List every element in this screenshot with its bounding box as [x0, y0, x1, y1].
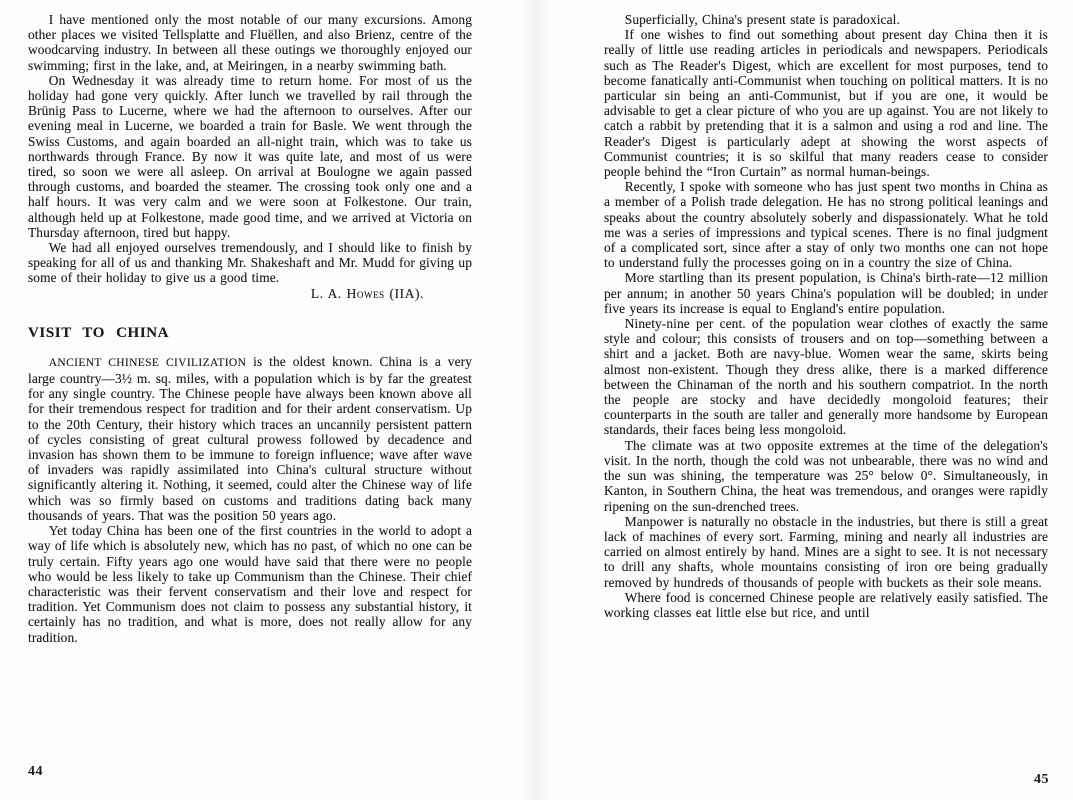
- left-page: [0, 0, 536, 800]
- left-text-block: [28, 12, 472, 645]
- paragraph: Ninety-nine per cent. of the population wear clothes of exactly the same style and colour; this consists of trousers and on top—something between a shirt and a jacket. Both are navy-blue. Women wear the same, skirts being almost non-existent. Though they dress alike, there is a marked difference between the Chinaman of the north and his southern compatriot. In the north the people are stocky and have decidedly mongoloid features; their counterparts in the south are taller and generally more handsome by European standards, their faces being less mongoloid.: [604, 316, 1048, 438]
- paragraph: Superficially, China's present state is paradoxical.: [624, 12, 900, 27]
- right-page: [537, 0, 1073, 800]
- section-heading: VISIT TO CHINA: [28, 324, 170, 341]
- paragraph: Yet today China has been one of the first countries in the world to adopt a way of life which is absolutely new, which has no past, of which no one can be truly certain. Fifty years ago one would have said that there were no people who would be less likely to take up Communism than the Chinese. Their chief characteristic was their fervent conservatism and their love and respect for tradition. Yet Communism does not claim to possess any substantial history, it certainly has no tradition, and what is more, does not really allow for any tradition.: [28, 523, 472, 645]
- china-intro-paragraph: [28, 354, 472, 523]
- paragraph: We had all enjoyed ourselves tremendously, and I should like to finish by speaking for all of us and thanking Mr. Shakeshaft and Mr. Mudd for giving up some of their holiday to give us a good time.: [28, 240, 472, 286]
- paragraph: I have mentioned only the most notable of our many excursions. Among other places we visited Tellsplatte and Fluëllen, and also Brienz, centre of the woodcarving industry. In between all these outings we thoroughly enjoyed our swimming; first in the lake, and, at Meiringen, in a nearby swimming bath.: [28, 12, 472, 73]
- smallcaps-lead: ANCIENT CHINESE CIVILIZATION: [48, 356, 247, 369]
- page-number-right: 45: [1034, 772, 1049, 787]
- signature: L. A. Howes (IIA).: [310, 285, 424, 301]
- paragraph: If one wishes to find out something about present day China then it is really of little use reading articles in periodicals and newspapers. Periodicals such as The Reader's Digest, which are excellent for most purposes, tend to become fanatically anti-Communist when touching on political matters. It is no particular sin being an anti-Communist, but if you are one, it would be advisable to get a clear picture of who you are up against. You are not likely to catch a rabbit by pretending that it is a salmon and using a rod and line. The Reader's Digest is particularly adept at showing the worst aspects of Communist countries; it is so skilful that many readers cease to consider people behind the “Iron Curtain” as normal human-beings.: [604, 27, 1048, 180]
- left-bottom-paragraphs: [28, 523, 472, 645]
- paragraph: The climate was at two opposite extremes at the time of the delegation's visit. In the north, though the cold was not unbearable, there was no wind and the sun was shining, the temperature was 25° below 0°. Simultaneously, in Kanton, in Southern China, the heat was tremendous, and oranges were rapidly ripening on the sun-drenched trees.: [604, 437, 1048, 514]
- right-text-block: [604, 12, 1048, 620]
- paragraph: More startling than its present population, is China's birth-rate—12 million per annum; in another 50 years China's population will be doubled; in under five years its increase is equal to England's entire population.: [604, 270, 1048, 316]
- page-number-left: 44: [28, 764, 43, 779]
- paragraph: On Wednesday it was already time to return home. For most of us the holiday had gone very quickly. After lunch we travelled by rail through the Brünig Pass to Lucerne, where we had the afternoon to ourselves. After our evening meal in Lucerne, we boarded a train for Basle. We went through the Swiss Customs, and again boarded an all-night train, which was to take us northwards through France. By now it was quite late, and most of us were tired, so soon we were all asleep. On arrival at Boulogne we again passed through customs, and boarded the steamer. The crossing took only one and a half hours. It was very calm and we were soon at Folkestone. Our train, although held up at Folkestone, made good time, and we arrived at Victoria on Thursday afternoon, tired but happy.: [28, 72, 472, 240]
- paragraph: Where food is concerned Chinese people are relatively easily satisfied. The working classes eat little else but rice, and until: [604, 589, 1048, 620]
- paragraph: Recently, I spoke with someone who has just spent two months in China as a member of a Polish trade delegation. He has no strong political leanings and speaks about the country absolutely soberly and dispassionately. What he told me was a series of impressions and typical scenes. There is no final judgment of a complicated sort, since after a stay of only two months one can not hope to understand fully the processes going on in a country the size of China.: [604, 179, 1048, 271]
- left-top-paragraphs: [28, 12, 472, 286]
- right-paragraphs: [604, 12, 1048, 620]
- paragraph: Manpower is naturally no obstacle in the industries, but there is still a great lack of machines of every sort. Farming, mining and nearly all industries are carried on almost entirely by hand. Mines are a sight to see. It is not necessary to drill any shafts, whole mountains consisting of iron ore being gradually removed by hundreds of thousands of people with buckets as their sole means.: [604, 513, 1048, 590]
- china-intro-rest: is the oldest known. China is a very large country—3½ m. sq. miles, with a population which is by far the greatest for any single country. The Chinese people have always been known above all for their tremendous respect for tradition and for their ardent conservatism. Up to the 20th Century, their history which traces an uncannily persistent pattern of cycles consisting of great cultural prowess followed by decadence and invasion has shown them to be immune to foreign influence; wave after wave of invaders was rapidly assimilated into China's cultural structure without significantly altering it. Nothing, it seemed, could alter the Chinese way of life which was so firmly based on customs and traditions dating back many thousands of years. That was the position 50 years ago.: [28, 353, 472, 523]
